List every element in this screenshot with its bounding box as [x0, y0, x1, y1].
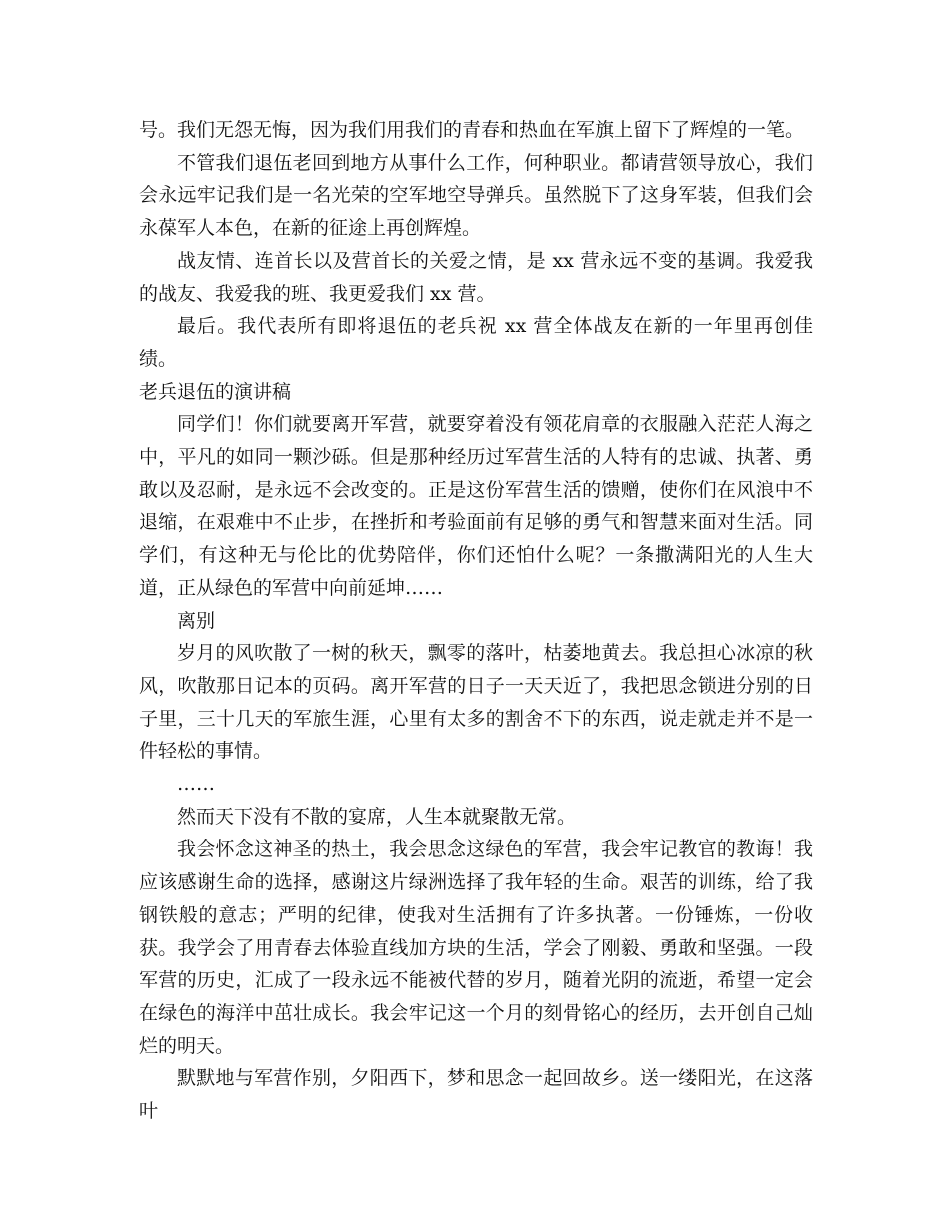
paragraph-truncated: 默默地与军营作别，夕阳西下，梦和思念一起回故乡。送一缕阳光，在这落叶 — [139, 1067, 813, 1123]
paragraph-continuation: 号。我们无怨无悔，因为我们用我们的青春和热血在军旗上留下了辉煌的一笔。 — [139, 119, 805, 141]
paragraph: 然而天下没有不散的宴席，人生本就聚散无常。 — [177, 805, 577, 828]
document-body — [139, 114, 813, 1128]
paragraph: 我会怀念这神圣的热土，我会思念这绿色的军营，我会牢记教官的教诲！我应该感谢生命的选择，感谢这片绿洲选择了我年轻的生命。艰苦的训练，给了我钢铁般的意志；严明的纪律，使我对生活拥有了许多执著。一份锤炼，一份收获。我学会了用青春去体验直线加方块的生活，学会了刚毅、勇敢和坚强。一段军营的历史，汇成了一段永远不能被代替的岁月，随着光阴的流逝，希望一定会在绿色的海洋中茁壮成长。我会牢记这一个月的刻骨铭心的经历，去开创自己灿烂的明天。 — [139, 838, 813, 1057]
subheading: 离别 — [177, 609, 216, 632]
paragraph: 最后。我代表所有即将退伍的老兵祝 xx 营全体战友在新的一年里再创佳绩。 — [139, 315, 813, 370]
paragraph: 不管我们退伍老回到地方从事什么工作，何种职业。都请营领导放心，我们会永远牢记我们是一名光荣的空军地空导弹兵。虽然脱下了这身军装，但我们会永葆军人本色，在新的征途上再创辉煌。 — [139, 151, 813, 240]
paragraph: 岁月的风吹散了一树的秋天，飘零的落叶，枯萎地黄去。我总担心冰凉的秋风，吹散那日记本的页码。离开军营的日子一天天近了，我把思念锁进分别的日子里，三十几天的军旅生涯，心里有太多的割舍不下的东西，说走就走并不是一件轻松的事情。 — [139, 642, 813, 763]
paragraph: 战友情、连首长以及营首长的关爱之情，是 xx 营永远不变的基调。我爱我的战友、我爱我的班、我更爱我们 xx 营。 — [139, 249, 813, 305]
ellipsis-line: …… — [177, 773, 215, 796]
section-heading: 老兵退伍的演讲稿 — [139, 380, 292, 403]
paragraph: 同学们！你们就要离开军营，就要穿着没有领花肩章的衣服融入茫茫人海之中，平凡的如同一颗沙砾。但是那种经历过军营生活的人特有的忠诚、执著、勇敢以及忍耐，是永远不会改变的。正是这份军营生活的馈赠，使你们在风浪中不退缩，在艰难中不止步，在挫折和考验面前有足够的勇气和智慧来面对生活。同学们，有这种无与伦比的优势陪伴，你们还怕什么呢？一条撒满阳光的人生大道，正从绿色的军营中向前延坤…… — [139, 413, 813, 599]
